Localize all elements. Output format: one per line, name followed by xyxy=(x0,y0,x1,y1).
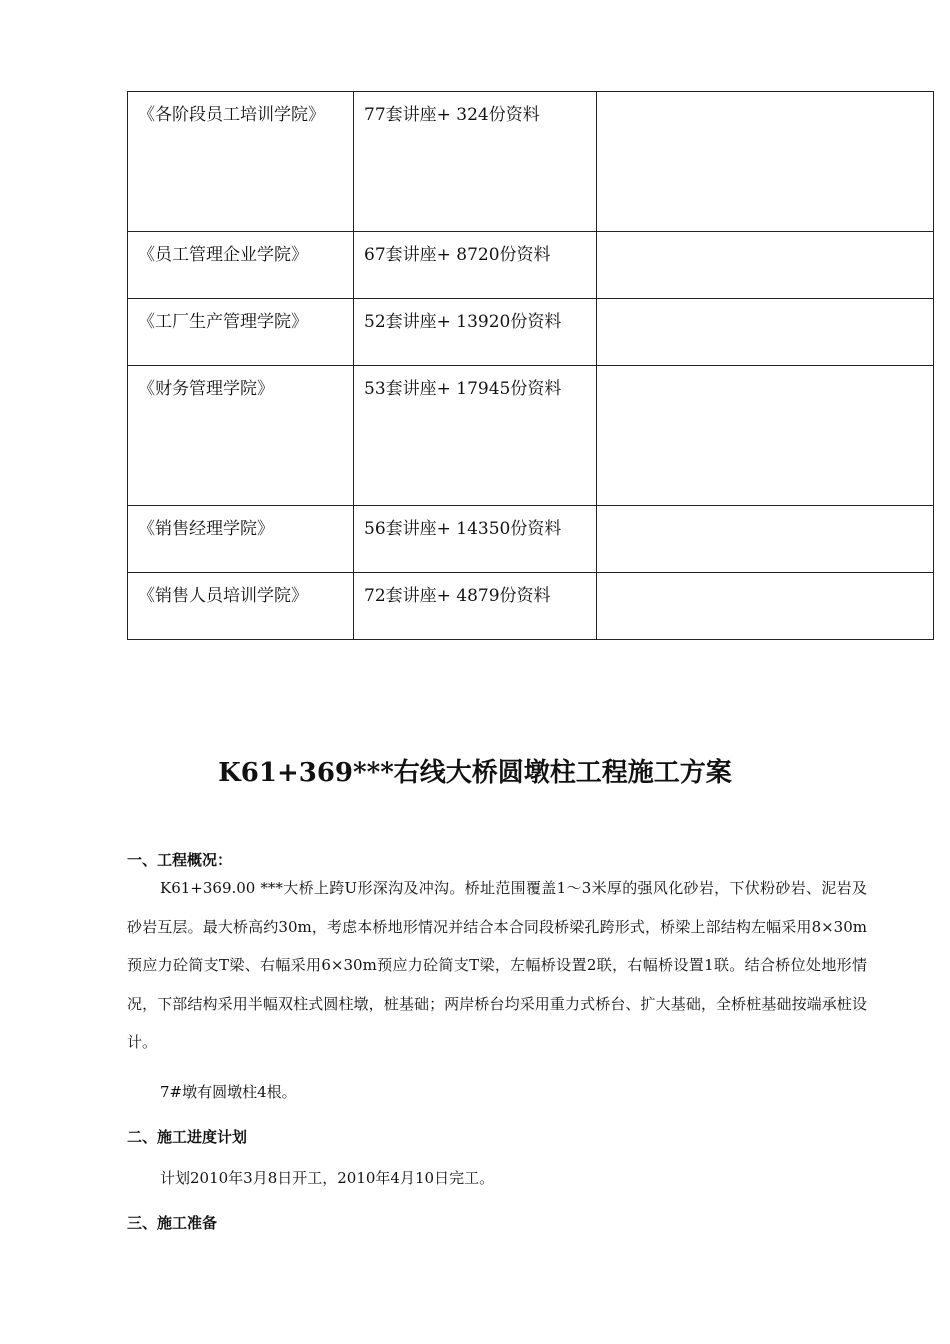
college-name: 《财务管理学院》 xyxy=(138,379,274,399)
college-name-cell xyxy=(128,92,354,232)
table-row xyxy=(128,573,934,640)
college-name: 《员工管理企业学院》 xyxy=(138,245,308,265)
college-note-cell xyxy=(597,92,934,232)
college-name: 《工厂生产管理学院》 xyxy=(138,312,308,332)
college-name-cell xyxy=(128,366,354,506)
section-heading-overview: 一、工程概况： xyxy=(127,851,233,869)
college-content: 67套讲座+ 8720份资料 xyxy=(364,245,551,265)
schedule-paragraph: 计划2010年3月8日开工，2010年4月10日完工。 xyxy=(160,1169,495,1187)
college-content: 53套讲座+ 17945份资料 xyxy=(364,379,562,399)
catalog-table xyxy=(127,91,934,640)
college-content-cell xyxy=(354,366,597,506)
college-note-cell xyxy=(597,232,934,299)
college-name: 《销售经理学院》 xyxy=(138,519,274,539)
college-note-cell xyxy=(597,506,934,573)
college-content: 72套讲座+ 4879份资料 xyxy=(364,586,551,606)
college-content: 77套讲座+ 324份资料 xyxy=(364,105,540,125)
section-heading-schedule: 二、施工进度计划 xyxy=(127,1128,248,1146)
college-content-cell xyxy=(354,92,597,232)
document-title: K61+369***右线大桥圆墩柱工程施工方案 xyxy=(218,758,732,788)
overview-paragraph: K61+369.00 ***大桥上跨U形深沟及冲沟。桥址范围覆盖1～3米厚的强风化砂岩，下伏粉砂岩、泥岩及砂岩互层。最大桥高约30m，考虑本桥地形情况并结合本合同段桥梁孔跨形式，桥梁上部结构左幅采用8×30m预应力砼简支T梁、右幅采用6×30m预应力砼简支T梁，左幅桥设置2联，右幅桥设置1联。结合桥位处地形情况，下部结构采用半幅双柱式圆柱墩，桩基础；两岸桥台均采用重力式桥台、扩大基础，全桥桩基础按端承桩设计。 xyxy=(127,879,867,1051)
college-note-cell xyxy=(597,573,934,640)
college-name-cell xyxy=(128,573,354,640)
college-content-cell xyxy=(354,573,597,640)
college-note-cell xyxy=(597,366,934,506)
college-content: 56套讲座+ 14350份资料 xyxy=(364,519,562,539)
table-row xyxy=(128,366,934,506)
college-name: 《销售人员培训学院》 xyxy=(138,586,308,606)
college-note-cell xyxy=(597,299,934,366)
section-heading-preparation: 三、施工准备 xyxy=(127,1214,218,1232)
pier-count-paragraph: 7#墩有圆墩柱4根。 xyxy=(160,1083,297,1101)
table-row xyxy=(128,92,934,232)
college-name: 《各阶段员工培训学院》 xyxy=(138,105,325,125)
college-content: 52套讲座+ 13920份资料 xyxy=(364,312,562,332)
